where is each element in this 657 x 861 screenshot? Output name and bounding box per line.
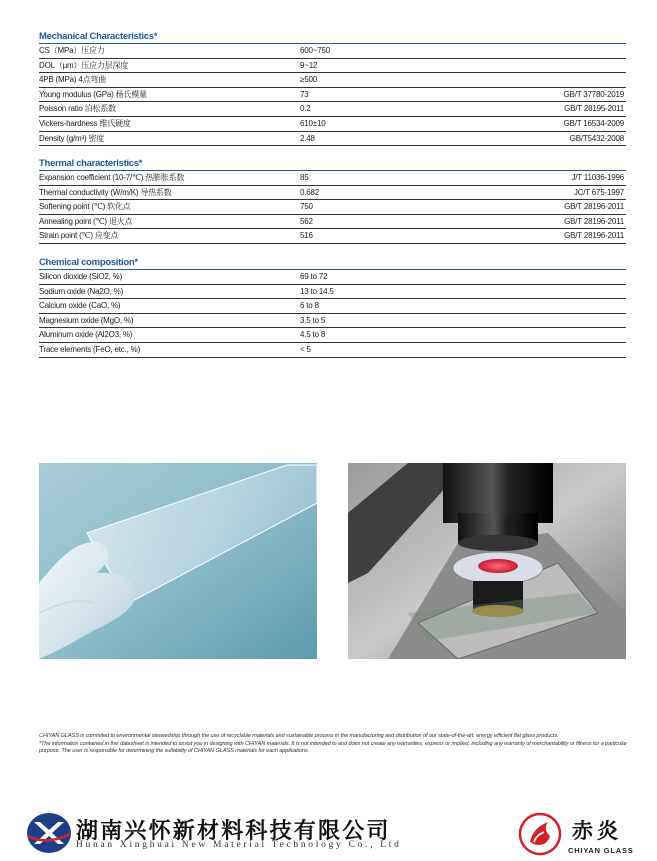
thermal-table: [39, 171, 626, 244]
property-name: Sodium oxide (Na2O, %): [39, 286, 124, 296]
table-row: [39, 328, 626, 343]
property-value: 562: [300, 216, 313, 226]
property-name: Density (g/m³) 密度: [39, 133, 105, 143]
table-row: [39, 229, 626, 244]
property-value: 2.48: [300, 133, 315, 143]
glass-slide-photo: [39, 463, 317, 659]
property-name: Silicon dioxide (SiO2, %): [39, 272, 123, 281]
table-row: [39, 73, 626, 88]
property-value: 9~12: [300, 60, 318, 70]
table-row: [39, 270, 626, 285]
property-name: Trace elements (FeO, etc., %): [39, 344, 141, 354]
property-value: 73: [300, 89, 309, 99]
property-name: DOL（μm）压应力层深度: [39, 60, 129, 70]
table-row: [39, 299, 626, 314]
property-name: Young modulus (GPa) 杨氏模量: [39, 89, 147, 99]
property-standard: GB/T 37780-2019: [563, 89, 624, 99]
company-name-en: Hunan Xinghuai New Material Technology Co., Ltd: [76, 840, 402, 850]
table-row: [39, 59, 626, 74]
property-name: Calcium oxide (CaO, %): [39, 301, 121, 311]
property-value: 3.5 to 5: [300, 315, 326, 325]
table-row: [39, 215, 626, 230]
property-value: ≥500: [300, 75, 317, 85]
table-row: [39, 102, 626, 117]
thermal-title: Thermal characteristics*: [39, 157, 626, 171]
disclaimer-line-2: *The information contained in this datasheet is intended to assist you in designing with CHIYAN materials. It is not intended to and does not create any warranties, express or implied, including any warranty of merchantability or fitness for a particular purpose. The user is responsible for determining the suitability of CHIYAN GLASS materials for each applications.: [39, 740, 628, 755]
company-logo: [26, 812, 72, 859]
disclaimer-line-1: CHIYAN GLASS is commited to environmental stewardship through the use of recyclable materials and sustainable process in the manufacturing and distribution of our state-of-the-art, energy efficient flat glass products.: [39, 733, 559, 739]
property-name: Vickers-hardness 维氏硬度: [39, 118, 131, 128]
property-name: CS（MPa）压应力: [39, 46, 105, 55]
property-standard: J/T 11036-1996: [571, 173, 624, 182]
property-standard: GB/T 16534-2009: [563, 118, 624, 128]
property-standard: GB/T 28195-2011: [564, 104, 624, 114]
chemical-section: [39, 256, 626, 358]
property-standard: GB/T5432-2008: [569, 133, 624, 143]
chemical-title: Chemical composition*: [39, 256, 626, 270]
table-row: [39, 200, 626, 215]
company-name-cn: 湖南兴怀新材料科技有限公司: [76, 818, 391, 843]
property-value: 0.2: [300, 104, 311, 114]
table-row: [39, 285, 626, 300]
property-standard: GB/T 28196-2011: [564, 216, 624, 226]
chemical-table: [39, 270, 626, 358]
property-standard: GB/T 28196-2011: [564, 231, 624, 241]
property-name: Softening point (℃) 软化点: [39, 202, 131, 212]
property-value: 4.5 to 8: [300, 330, 326, 340]
property-name: Magnesium oxide (MgO, %): [39, 315, 134, 325]
table-row: [39, 117, 626, 132]
property-value: 516: [300, 231, 313, 241]
chiyan-logo: [518, 812, 562, 861]
property-value: 13 to 14.5: [300, 286, 334, 296]
property-name: Poisson ratio 泊松系数: [39, 104, 116, 114]
property-value: < 5: [300, 344, 311, 354]
property-name: Thermal conductivity (W/m/K) 导热系数: [39, 187, 172, 197]
brand-name-cn: 赤炎: [572, 820, 622, 843]
thermal-section: [39, 157, 626, 244]
property-name: Strain point (℃) 应变点: [39, 231, 119, 241]
mechanical-section: [39, 30, 626, 146]
property-value: 610±10: [300, 118, 326, 128]
table-row: [39, 186, 626, 201]
disclaimer: [39, 733, 629, 756]
property-standard: JC/T 675-1997: [573, 187, 624, 197]
property-value: 600~750: [300, 46, 330, 55]
table-row: [39, 171, 626, 186]
table-row: [39, 44, 626, 59]
table-row: [39, 132, 626, 147]
property-value: 69 to 72: [300, 272, 328, 281]
property-value: 750: [300, 202, 313, 212]
property-name: Annealing point (℃) 退火点: [39, 216, 133, 226]
property-value: 85: [300, 173, 309, 182]
mechanical-table: [39, 44, 626, 146]
property-name: Expansion coefficient (10-7/℃) 热膨胀系数: [39, 173, 185, 182]
property-name: Aluminum oxide (Al2O3, %): [39, 330, 133, 340]
property-value: 0.682: [300, 187, 320, 197]
mechanical-title: Mechanical Characteristics*: [39, 30, 626, 44]
table-row: [39, 88, 626, 103]
brand-name-en: CHIYAN GLASS: [568, 846, 634, 855]
microscope-photo: [348, 463, 626, 659]
property-name: 4PB (MPa) 4点弯曲: [39, 75, 106, 85]
table-row: [39, 343, 626, 358]
table-row: [39, 314, 626, 329]
property-value: 6 to 8: [300, 301, 319, 311]
property-standard: GB/T 28196-2011: [564, 202, 624, 212]
